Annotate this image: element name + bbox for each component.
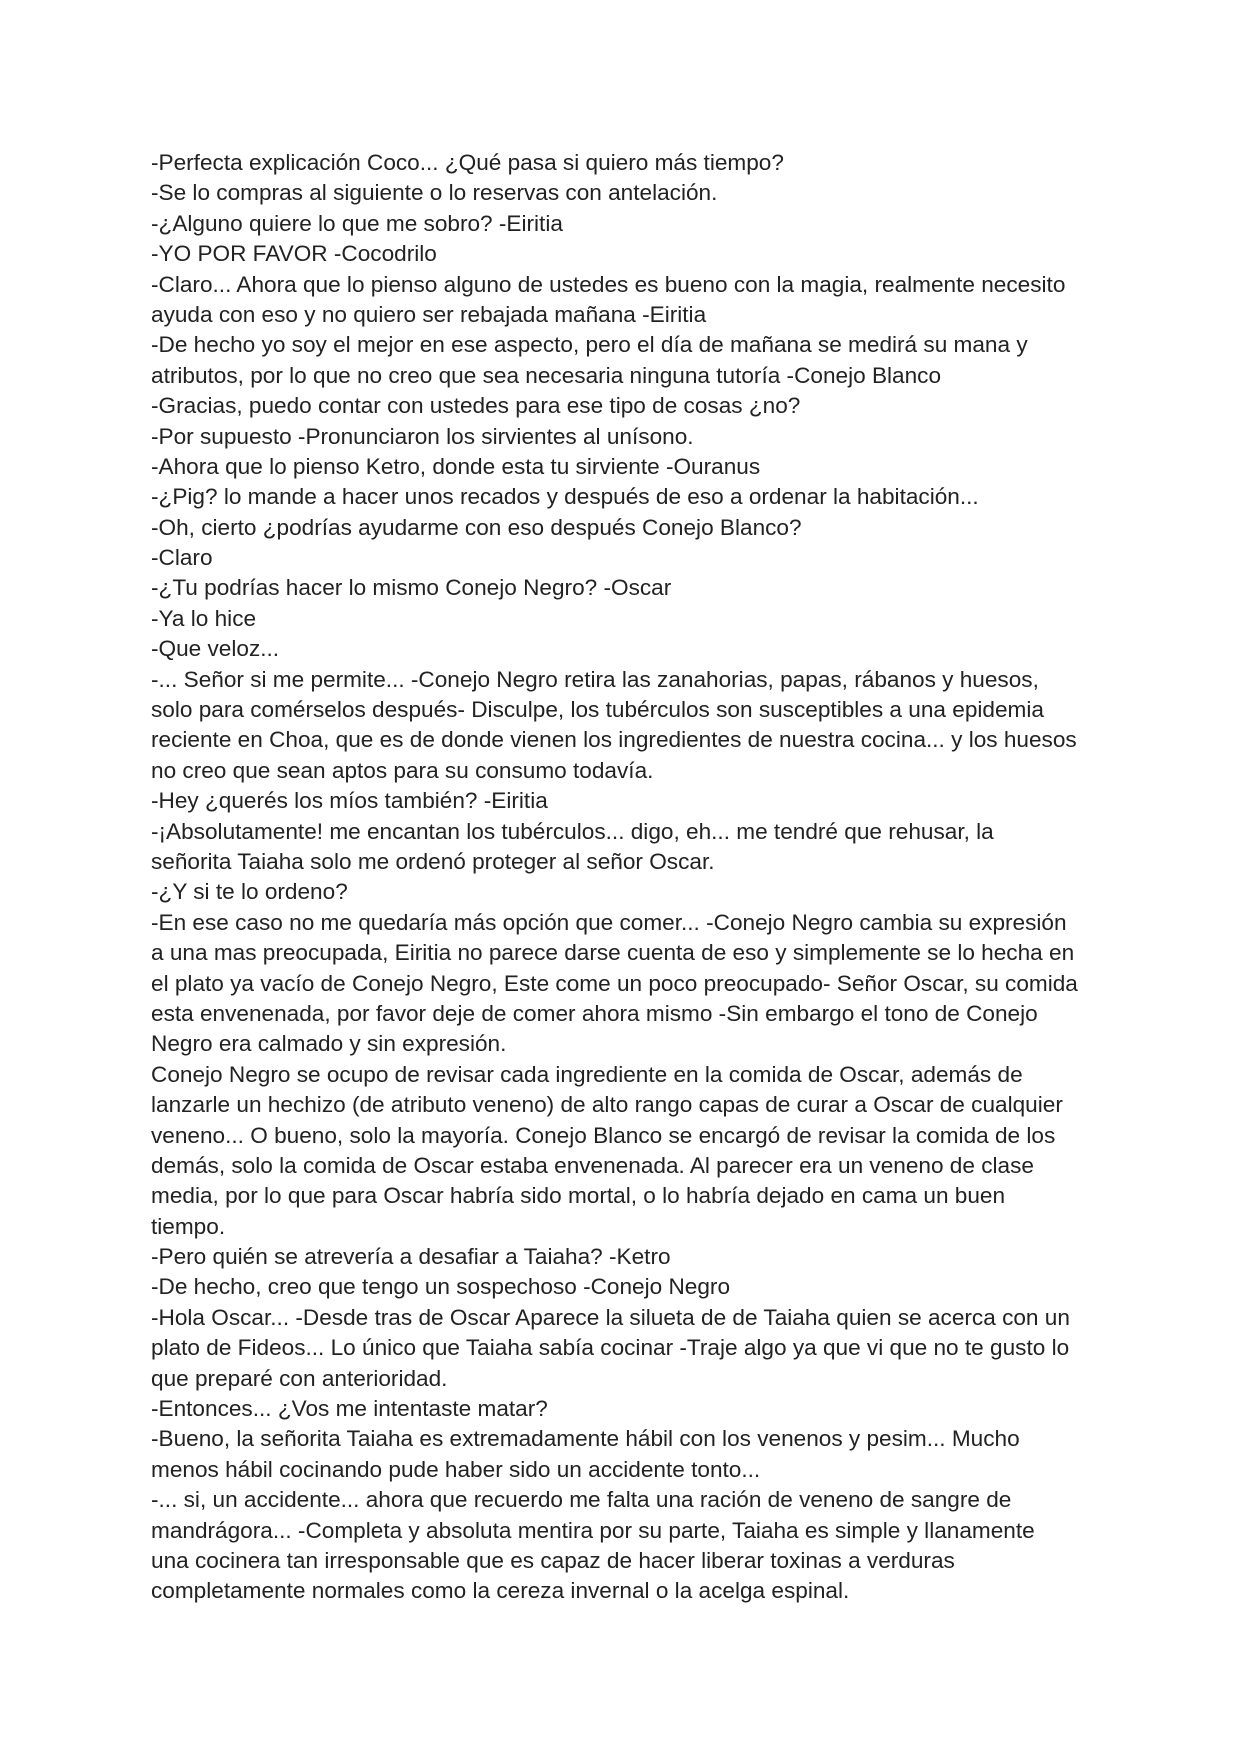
text-line: -Que veloz... [151,636,280,662]
text-line: a una mas preocupada, Eiritia no parece darse cuenta de eso y simplemente se lo hecha en [151,940,1075,966]
text-line: Conejo Negro se ocupo de revisar cada ingrediente en la comida de Oscar, además de [151,1061,1023,1087]
text-line: solo para comérselos después- Disculpe, los tubérculos son susceptibles a una epidemia [151,697,1044,723]
text-line: reciente en Choa, que es de donde vienen los ingredientes de nuestra cocina... y los huesos [151,727,1077,753]
text-line: -¿Tu podrías hacer lo mismo Conejo Negro? -Oscar [151,575,672,601]
text-line: veneno... O bueno, solo la mayoría. Conejo Blanco se encargó de revisar la comida de los [151,1122,1056,1148]
text-line: -YO POR FAVOR -Cocodrilo [151,241,437,267]
text-line: -¿Y si te lo ordeno? [151,879,348,905]
text-line: -Ahora que lo pienso Ketro, donde esta tu sirviente -Ouranus [151,453,761,479]
text-line: demás, solo la comida de Oscar estaba envenenada. Al parecer era un veneno de clase [151,1152,1034,1178]
text-line: -Por supuesto -Pronunciaron los sirvientes al unísono. [151,423,694,449]
text-line: plato de Fideos... Lo único que Taiaha sabía cocinar -Traje algo ya que vi que no te gusto lo [151,1335,1070,1361]
text-line: menos hábil cocinando pude haber sido un accidente tonto... [151,1456,761,1482]
text-line: -Perfecta explicación Coco... ¿Qué pasa si quiero más tiempo? [151,150,784,175]
text-line: ayuda con eso y no quiero ser rebajada mañana -Eiritia [151,301,707,327]
text-line: señorita Taiaha solo me ordenó proteger al señor Oscar. [151,848,715,874]
text-line: -Ya lo hice [151,605,257,631]
text-line: -Hey ¿querés los míos también? -Eiritia [151,788,548,814]
text-line: -Bueno, la señorita Taiaha es extremadamente hábil con los venenos y pesim... Mucho [151,1426,1020,1452]
text-line: no creo que sean aptos para su consumo todavía. [151,757,654,783]
text-line: -Pero quién se atrevería a desafiar a Taiaha? -Ketro [151,1244,671,1270]
text-line: -De hecho yo soy el mejor en ese aspecto, pero el día de mañana se medirá su mana y [151,332,1028,358]
text-line: -¿Alguno quiere lo que me sobro? -Eiritia [151,210,563,236]
text-line: lanzarle un hechizo (de atributo veneno) de alto rango capas de curar a Oscar de cualquier [151,1092,1063,1118]
text-line: esta envenenada, por favor deje de comer ahora mismo -Sin embargo el tono de Conejo [151,1000,1038,1026]
text-line: -¡Absolutamente! me encantan los tubérculos... digo, eh... me tendré que rehusar, la [151,818,994,844]
text-line: atributos, por lo que no creo que sea necesaria ninguna tutoría -Conejo Blanco [151,362,942,388]
text-line: Negro era calmado y sin expresión. [151,1031,507,1057]
text-line: -Claro... Ahora que lo pienso alguno de ustedes es bueno con la magia, realmente necesito [151,271,1066,297]
text-line: tiempo. [151,1213,226,1239]
text-line: -De hecho, creo que tengo un sospechoso -Conejo Negro [151,1274,731,1300]
text-line: media, por lo que para Oscar habría sido mortal, o lo habría dejado en cama un buen [151,1183,1006,1209]
document-body [151,148,1111,1607]
text-line: -... Señor si me permite... -Conejo Negro retira las zanahorias, papas, rábanos y huesos, [151,666,1039,692]
text-line: completamente normales como la cereza invernal o la acelga espinal. [151,1578,850,1604]
text-line: una cocinera tan irresponsable que es capaz de hacer liberar toxinas a verduras [151,1547,955,1573]
text-line: el plato ya vacío de Conejo Negro, Este come un poco preocupado- Señor Oscar, su comida [151,970,1078,996]
text-line: -Claro [151,545,213,571]
text-line: -Gracias, puedo contar con ustedes para ese tipo de cosas ¿no? [151,393,801,419]
text-line: que preparé con anterioridad. [151,1365,448,1391]
text-line: -Oh, cierto ¿podrías ayudarme con eso después Conejo Blanco? [151,514,802,540]
text-line: -¿Pig? lo mande a hacer unos recados y después de eso a ordenar la habitación... [151,484,979,510]
text-line: -Entonces... ¿Vos me intentaste matar? [151,1396,548,1422]
text-line: -En ese caso no me quedaría más opción que comer... -Conejo Negro cambia su expresión [151,909,1067,935]
text-line: -Hola Oscar... -Desde tras de Oscar Aparece la silueta de de Taiaha quien se acerca con un [151,1304,1070,1330]
text-line: -... si, un accidente... ahora que recuerdo me falta una ración de veneno de sangre de [151,1487,1012,1513]
text-line: -Se lo compras al siguiente o lo reservas con antelación. [151,180,718,206]
text-line: mandrágora... -Completa y absoluta mentira por su parte, Taiaha es simple y llanamente [151,1517,1035,1543]
